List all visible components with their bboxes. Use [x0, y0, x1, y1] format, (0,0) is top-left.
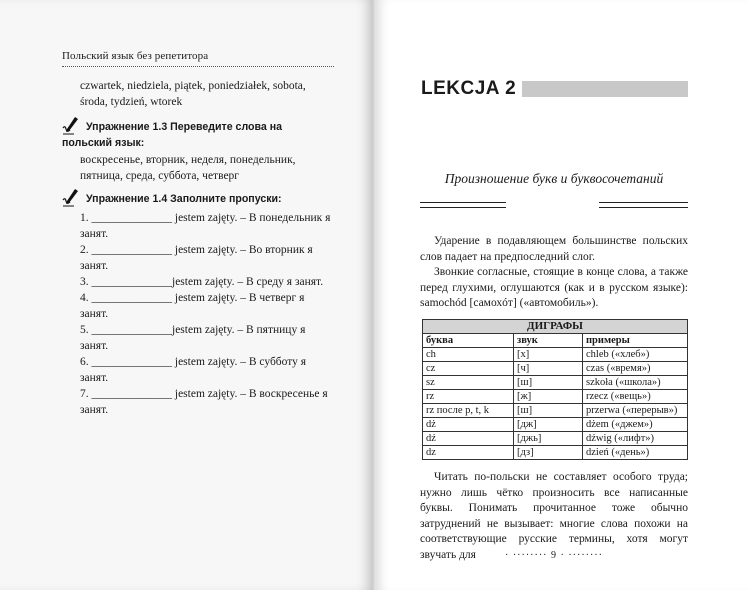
- left-page-text: [62, 78, 334, 418]
- table-cell: rz: [423, 390, 514, 404]
- fill-in-item: 1. ______________ jestem zajęty. – В понедельник я занят.: [80, 212, 331, 240]
- table-cell: dźwig («лифт»): [583, 432, 688, 446]
- table-cell: przerwa («перерыв»): [583, 404, 688, 418]
- fill-in-item: 4. ______________ jestem zajęty. – В четверг я занят.: [80, 292, 305, 320]
- intro-text: [420, 234, 688, 312]
- paragraph: Звонкие согласные, стоящие в конце слова, а также перед глухими, оглушаются (как и в русском языке): samochód [самохóт] («автомобиль»).: [420, 266, 688, 309]
- table-cell: [дж]: [514, 418, 583, 432]
- fill-in-item: 5. ______________jestem zajęty. – В пятницу я занят.: [80, 324, 306, 352]
- exercise-1-3-heading: [62, 116, 334, 150]
- table-row: [423, 348, 688, 362]
- pen-icon: [62, 188, 80, 208]
- word-list: czwartek, niedziela, piątek, poniedziałek, sobota, środa, tydzień, wtorek: [80, 80, 306, 108]
- table-cell: [ж]: [514, 390, 583, 404]
- exercise-1-4-list: [62, 210, 334, 418]
- page-number-value: 9: [551, 550, 557, 561]
- section-rule-right: [599, 202, 688, 208]
- lesson-title: LEKCJA 2: [421, 78, 517, 99]
- table-cell: [ш]: [514, 404, 583, 418]
- column-header: звук: [514, 334, 583, 348]
- table-cell: [джь]: [514, 432, 583, 446]
- table-cell: sz: [423, 376, 514, 390]
- paragraph: Ударение в подавляющем большинстве польских слов падает на предпоследний слог.: [420, 235, 688, 263]
- fill-in-item: 7. ______________ jestem zajęty. – В воскресенье я занят.: [80, 388, 328, 416]
- table-caption: ДИГРАФЫ: [423, 320, 688, 334]
- table-cell: rz после p, t, k: [423, 404, 514, 418]
- table-cell: dż: [423, 418, 514, 432]
- table-row: [423, 390, 688, 404]
- table-header-row: [423, 334, 688, 348]
- table-cell: dzień («день»): [583, 446, 688, 460]
- table-row: [423, 432, 688, 446]
- table-cell: [ч]: [514, 362, 583, 376]
- exercise-1-3-body: воскресенье, вторник, неделя, понедельник, пятница, среда, суббота, четверг: [80, 154, 296, 182]
- table-cell: dź: [423, 432, 514, 446]
- running-head: Польский язык без репетитора: [62, 50, 209, 62]
- exercise-1-4-title: Упражнение 1.4 Заполните пропуски:: [86, 193, 282, 205]
- running-head-rule: [62, 66, 334, 67]
- table-cell: czas («время»): [583, 362, 688, 376]
- fill-in-item: 2. ______________ jestem zajęty. – Во вторник я занят.: [80, 244, 313, 272]
- page-number: [420, 550, 688, 561]
- digraph-table: [422, 319, 688, 460]
- table-cell: ch: [423, 348, 514, 362]
- table-cell: [ш]: [514, 376, 583, 390]
- table-row: [423, 362, 688, 376]
- table-cell: dżem («джем»): [583, 418, 688, 432]
- table-row: [423, 376, 688, 390]
- fill-in-item: 6. ______________ jestem zajęty. – В субботу я занят.: [80, 356, 307, 384]
- page-number-dots-right: · ········: [557, 550, 603, 561]
- column-header: примеры: [583, 334, 688, 348]
- page-number-dots-left: · ········: [505, 550, 551, 561]
- table-cell: cz: [423, 362, 514, 376]
- section-title: Произношение букв и буквосочетаний: [444, 171, 664, 186]
- column-header: буква: [423, 334, 514, 348]
- table-row: [423, 404, 688, 418]
- table-cell: [дз]: [514, 446, 583, 460]
- section-rule-left: [420, 202, 506, 208]
- table-cell: [х]: [514, 348, 583, 362]
- exercise-1-3-title: Упражнение 1.3 Переведите слова на польский язык:: [62, 121, 283, 149]
- pen-icon: [62, 116, 80, 136]
- table-row: [423, 418, 688, 432]
- table-row: [423, 446, 688, 460]
- table-cell: dz: [423, 446, 514, 460]
- table-cell: rzecz («вещь»): [583, 390, 688, 404]
- paragraph: Читать по-польски не составляет особого труда; нужно лишь чётко произносить все написанные буквы. Понимать прочитанное тоже обычно затруднений не вызывает: многие слова похожи на соответствующие русские термины, хотя могут звучать для: [420, 471, 688, 561]
- table-cell: chleb («хлеб»): [583, 348, 688, 362]
- fill-in-item: 3. ______________jestem zajęty. – В среду я занят.: [80, 276, 324, 288]
- exercise-1-4-heading: [62, 188, 334, 208]
- lesson-title-bar: [522, 81, 688, 97]
- table-cell: szkoła («школа»): [583, 376, 688, 390]
